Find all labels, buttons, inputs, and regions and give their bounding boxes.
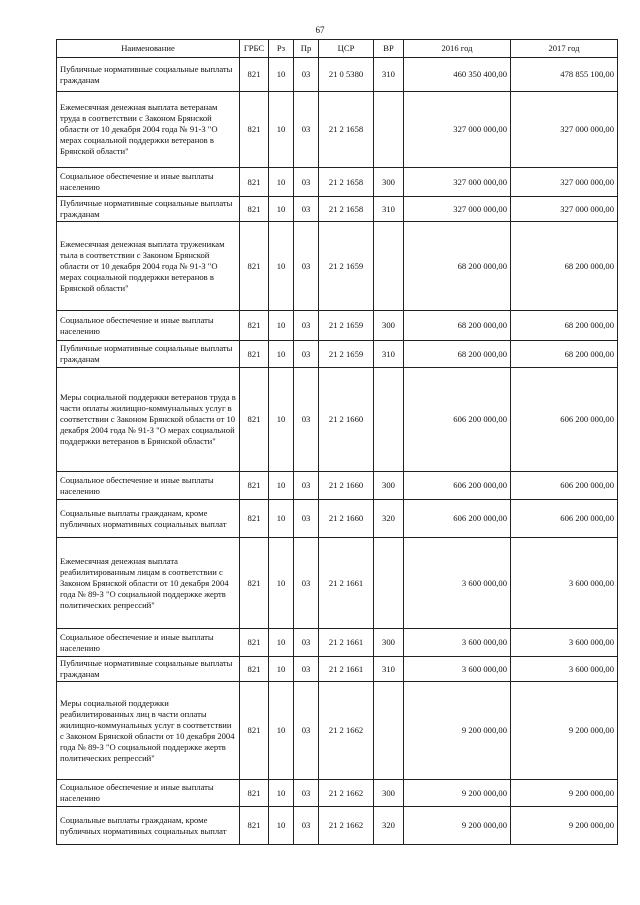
cell-vr: 310 — [374, 58, 404, 92]
cell-amount-2016: 3 600 000,00 — [404, 629, 511, 657]
cell-name: Социальное обеспечение и иные выплаты населению — [57, 168, 240, 197]
column-header-rz: Рз — [269, 40, 294, 58]
cell-csr: 21 2 1658 — [319, 92, 374, 168]
cell-rz: 10 — [269, 500, 294, 538]
cell-pr: 03 — [294, 311, 319, 341]
cell-vr — [374, 538, 404, 629]
cell-amount-2017: 9 200 000,00 — [511, 807, 618, 845]
cell-grbs: 821 — [240, 368, 269, 472]
cell-vr: 300 — [374, 168, 404, 197]
cell-amount-2016: 327 000 000,00 — [404, 197, 511, 222]
cell-rz: 10 — [269, 538, 294, 629]
cell-grbs: 821 — [240, 197, 269, 222]
cell-vr: 300 — [374, 311, 404, 341]
cell-name: Публичные нормативные социальные выплаты гражданам — [57, 197, 240, 222]
cell-pr: 03 — [294, 58, 319, 92]
cell-grbs: 821 — [240, 538, 269, 629]
cell-amount-2017: 9 200 000,00 — [511, 682, 618, 780]
cell-amount-2016: 9 200 000,00 — [404, 780, 511, 807]
cell-csr: 21 2 1662 — [319, 780, 374, 807]
table-row — [57, 168, 618, 197]
cell-rz: 10 — [269, 58, 294, 92]
cell-csr: 21 2 1659 — [319, 222, 374, 311]
cell-rz: 10 — [269, 472, 294, 500]
cell-name: Ежемесячная денежная выплата ветеранам труда в соответствии с Законом Брянской области от 10 декабря 2004 года № 91-З "О мерах социальной поддержки ветеранов в Брянской области" — [57, 92, 240, 168]
cell-vr: 320 — [374, 807, 404, 845]
cell-amount-2016: 68 200 000,00 — [404, 222, 511, 311]
cell-csr: 21 2 1662 — [319, 682, 374, 780]
cell-name: Социальные выплаты гражданам, кроме публичных нормативных социальных выплат — [57, 500, 240, 538]
cell-pr: 03 — [294, 780, 319, 807]
cell-rz: 10 — [269, 168, 294, 197]
table-row — [57, 500, 618, 538]
cell-pr: 03 — [294, 472, 319, 500]
cell-amount-2017: 9 200 000,00 — [511, 780, 618, 807]
cell-pr: 03 — [294, 222, 319, 311]
cell-name: Социальное обеспечение и иные выплаты населению — [57, 780, 240, 807]
cell-name: Социальное обеспечение и иные выплаты населению — [57, 472, 240, 500]
cell-pr: 03 — [294, 657, 319, 682]
cell-amount-2017: 68 200 000,00 — [511, 341, 618, 368]
cell-grbs: 821 — [240, 472, 269, 500]
cell-name: Публичные нормативные социальные выплаты гражданам — [57, 58, 240, 92]
cell-csr: 21 2 1660 — [319, 368, 374, 472]
column-header-grbs: ГРБС — [240, 40, 269, 58]
cell-rz: 10 — [269, 197, 294, 222]
cell-amount-2017: 3 600 000,00 — [511, 657, 618, 682]
cell-pr: 03 — [294, 807, 319, 845]
table-row — [57, 311, 618, 341]
cell-name: Социальные выплаты гражданам, кроме публичных нормативных социальных выплат — [57, 807, 240, 845]
cell-grbs: 821 — [240, 341, 269, 368]
column-header-2016: 2016 год — [404, 40, 511, 58]
cell-rz: 10 — [269, 807, 294, 845]
cell-name: Меры социальной поддержки реабилитированных лиц в части оплаты жилищно-коммунальных услуг в соответствии с Законом Брянской области от 10 декабря 2004 года № 89-З "О социальной поддержке жертв политических репрессий" — [57, 682, 240, 780]
table-row — [57, 368, 618, 472]
cell-rz: 10 — [269, 368, 294, 472]
cell-amount-2017: 68 200 000,00 — [511, 311, 618, 341]
cell-amount-2017: 606 200 000,00 — [511, 500, 618, 538]
cell-vr — [374, 368, 404, 472]
cell-csr: 21 2 1662 — [319, 807, 374, 845]
column-header-vr: ВР — [374, 40, 404, 58]
cell-amount-2017: 327 000 000,00 — [511, 168, 618, 197]
cell-rz: 10 — [269, 682, 294, 780]
cell-pr: 03 — [294, 629, 319, 657]
cell-csr: 21 0 5380 — [319, 58, 374, 92]
cell-pr: 03 — [294, 92, 319, 168]
cell-grbs: 821 — [240, 92, 269, 168]
cell-pr: 03 — [294, 682, 319, 780]
header-row — [57, 40, 618, 58]
cell-rz: 10 — [269, 311, 294, 341]
cell-name: Публичные нормативные социальные выплаты гражданам — [57, 341, 240, 368]
table-body — [57, 58, 618, 845]
cell-rz: 10 — [269, 341, 294, 368]
table-row — [57, 341, 618, 368]
table-row — [57, 222, 618, 311]
cell-amount-2016: 68 200 000,00 — [404, 341, 511, 368]
cell-csr: 21 2 1660 — [319, 472, 374, 500]
table-row — [57, 538, 618, 629]
cell-csr: 21 2 1659 — [319, 341, 374, 368]
table-row — [57, 657, 618, 682]
cell-vr: 320 — [374, 500, 404, 538]
cell-pr: 03 — [294, 368, 319, 472]
cell-grbs: 821 — [240, 657, 269, 682]
table-row — [57, 780, 618, 807]
cell-amount-2017: 606 200 000,00 — [511, 472, 618, 500]
cell-vr — [374, 92, 404, 168]
table-row — [57, 58, 618, 92]
cell-vr: 310 — [374, 657, 404, 682]
cell-amount-2016: 9 200 000,00 — [404, 682, 511, 780]
cell-amount-2017: 68 200 000,00 — [511, 222, 618, 311]
cell-amount-2016: 68 200 000,00 — [404, 311, 511, 341]
cell-grbs: 821 — [240, 168, 269, 197]
cell-grbs: 821 — [240, 500, 269, 538]
cell-amount-2016: 606 200 000,00 — [404, 472, 511, 500]
page-number: 67 — [315, 25, 325, 35]
cell-grbs: 821 — [240, 807, 269, 845]
cell-amount-2017: 327 000 000,00 — [511, 197, 618, 222]
cell-grbs: 821 — [240, 629, 269, 657]
cell-amount-2017: 3 600 000,00 — [511, 538, 618, 629]
cell-grbs: 821 — [240, 311, 269, 341]
column-header-pr: Пр — [294, 40, 319, 58]
cell-vr: 310 — [374, 341, 404, 368]
cell-csr: 21 2 1661 — [319, 538, 374, 629]
cell-pr: 03 — [294, 500, 319, 538]
cell-pr: 03 — [294, 341, 319, 368]
cell-vr: 300 — [374, 780, 404, 807]
cell-pr: 03 — [294, 197, 319, 222]
cell-pr: 03 — [294, 168, 319, 197]
cell-name: Меры социальной поддержки ветеранов труда в части оплаты жилищно-коммунальных услуг в соответствии с Законом Брянской области от 10 декабря 2004 года № 91-З "О мерах социальной поддержки ветеранов в Брянской области" — [57, 368, 240, 472]
cell-rz: 10 — [269, 92, 294, 168]
cell-csr: 21 2 1658 — [319, 197, 374, 222]
cell-name: Социальное обеспечение и иные выплаты населению — [57, 629, 240, 657]
cell-vr — [374, 222, 404, 311]
cell-amount-2017: 3 600 000,00 — [511, 629, 618, 657]
cell-amount-2016: 327 000 000,00 — [404, 168, 511, 197]
cell-vr: 300 — [374, 629, 404, 657]
cell-csr: 21 2 1661 — [319, 657, 374, 682]
cell-name: Публичные нормативные социальные выплаты гражданам — [57, 657, 240, 682]
cell-amount-2016: 460 350 400,00 — [404, 58, 511, 92]
cell-amount-2016: 606 200 000,00 — [404, 368, 511, 472]
cell-amount-2016: 9 200 000,00 — [404, 807, 511, 845]
cell-amount-2017: 606 200 000,00 — [511, 368, 618, 472]
cell-csr: 21 2 1660 — [319, 500, 374, 538]
table-row — [57, 92, 618, 168]
table-row — [57, 807, 618, 845]
table-row — [57, 197, 618, 222]
budget-table — [56, 39, 618, 845]
table-row — [57, 472, 618, 500]
cell-amount-2017: 478 855 100,00 — [511, 58, 618, 92]
cell-rz: 10 — [269, 222, 294, 311]
cell-rz: 10 — [269, 629, 294, 657]
cell-amount-2016: 3 600 000,00 — [404, 657, 511, 682]
cell-grbs: 821 — [240, 780, 269, 807]
column-header-csr: ЦСР — [319, 40, 374, 58]
cell-name: Ежемесячная денежная выплата реабилитированным лицам в соответствии с Законом Брянской области от 10 декабря 2004 года № 89-З "О социальной поддержке жертв политических репрессий" — [57, 538, 240, 629]
cell-amount-2016: 606 200 000,00 — [404, 500, 511, 538]
table-row — [57, 629, 618, 657]
cell-csr: 21 2 1661 — [319, 629, 374, 657]
column-header-name: Наименование — [57, 40, 240, 58]
cell-amount-2016: 3 600 000,00 — [404, 538, 511, 629]
column-header-2017: 2017 год — [511, 40, 618, 58]
cell-grbs: 821 — [240, 222, 269, 311]
cell-vr — [374, 682, 404, 780]
cell-name: Ежемесячная денежная выплата труженикам тыла в соответствии с Законом Брянской области от 10 декабря 2004 года № 91-З "О мерах социальной поддержки ветеранов в Брянской области" — [57, 222, 240, 311]
cell-rz: 10 — [269, 657, 294, 682]
cell-pr: 03 — [294, 538, 319, 629]
cell-vr: 300 — [374, 472, 404, 500]
cell-grbs: 821 — [240, 682, 269, 780]
cell-name: Социальное обеспечение и иные выплаты населению — [57, 311, 240, 341]
cell-amount-2016: 327 000 000,00 — [404, 92, 511, 168]
cell-grbs: 821 — [240, 58, 269, 92]
cell-vr: 310 — [374, 197, 404, 222]
table-row — [57, 682, 618, 780]
cell-csr: 21 2 1658 — [319, 168, 374, 197]
cell-csr: 21 2 1659 — [319, 311, 374, 341]
cell-rz: 10 — [269, 780, 294, 807]
cell-amount-2017: 327 000 000,00 — [511, 92, 618, 168]
